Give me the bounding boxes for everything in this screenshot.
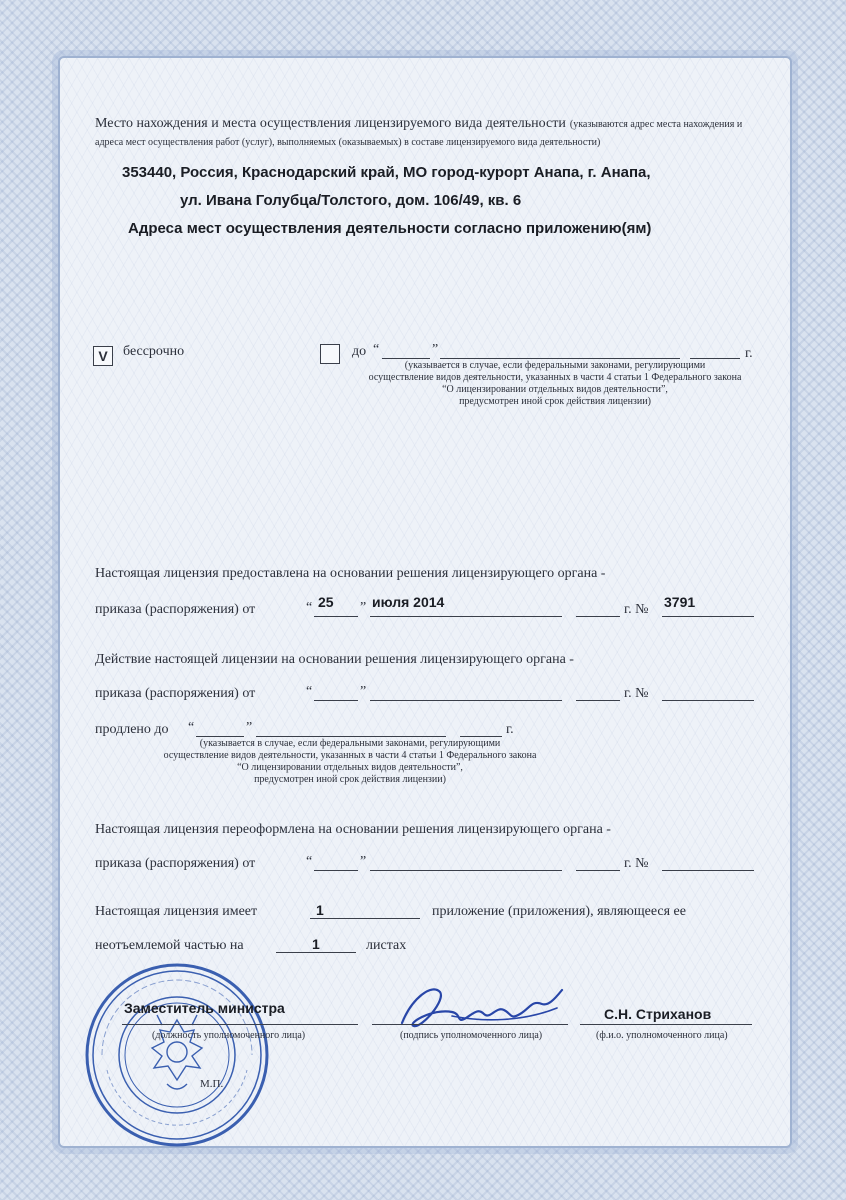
granted-year-suffix: г. № [624, 602, 649, 617]
address-line-2: ул. Ивана Голубца/Толстого, дом. 106/49, кв. 6 [180, 192, 522, 209]
extended-line: Действие настоящей лицензии на основании решения лицензирующего органа - [95, 652, 574, 667]
extended-year-suffix: г. № [624, 686, 649, 701]
signature-line [372, 1024, 568, 1025]
location-heading-main: Место нахождения и места осуществления лицензируемого вида деятельности [95, 116, 566, 131]
attachments-sheets: 1 [312, 936, 320, 952]
signature-caption: (подпись уполномоченного лица) [400, 1030, 543, 1041]
reissued-year-suffix: г. № [624, 856, 649, 871]
until-note-3: “О лицензировании отдельных видов деятельности”, [442, 384, 668, 395]
reissued-quote-open: “ [306, 854, 313, 869]
attachments-count-line [310, 918, 420, 919]
prolonged-note [130, 738, 570, 786]
granted-number: 3791 [664, 594, 696, 610]
prolonged-month-line[interactable] [256, 736, 446, 737]
prolonged-label: продлено до [95, 722, 169, 737]
perpetual-checkbox[interactable] [93, 346, 113, 366]
until-quote-close: ” [432, 342, 439, 357]
position-caption: (должность уполномоченного лица) [152, 1030, 306, 1041]
prolonged-day-line[interactable] [196, 736, 244, 737]
granted-quote-close: ” [360, 600, 367, 615]
address-line-1: 353440, Россия, Краснодарский край, МО город-курорт Анапа, г. Анапа, [122, 164, 651, 181]
extended-quote-close: ” [360, 684, 367, 699]
until-checkbox[interactable] [320, 344, 340, 364]
granted-year-line [576, 616, 620, 617]
granted-line: Настоящая лицензия предоставлена на основании решения лицензирующего органа - [95, 566, 606, 581]
name-caption: (ф.и.о. уполномоченного лица) [596, 1030, 728, 1041]
reissued-month-line[interactable] [370, 870, 562, 871]
signature-icon [392, 978, 567, 1038]
signatory-name: С.Н. Стриханов [604, 1006, 712, 1022]
until-note-4: предусмотрен иной срок действия лицензии) [459, 396, 651, 407]
reissued-quote-close: ” [360, 854, 367, 869]
attachments-count: 1 [316, 902, 324, 918]
position-line [122, 1024, 358, 1025]
granted-month-year: июля 2014 [372, 594, 445, 610]
attachments-sheets-line [276, 952, 356, 953]
until-note-1: (указывается в случае, если федеральными законами, регулирующими [404, 360, 706, 371]
granted-day-line [314, 616, 358, 617]
attachments-line2-suffix: листах [366, 938, 407, 953]
prolonged-quote-close: ” [246, 720, 253, 735]
until-note [340, 360, 770, 408]
granted-day: 25 [318, 594, 334, 610]
until-year-line[interactable] [690, 358, 740, 359]
reissued-number-line[interactable] [662, 870, 754, 871]
ministry-seal [82, 960, 272, 1150]
location-heading-note: (указываются адрес места нахождения и адреса мест осуществления работ (услуг), выполняемых (оказываемых) в составе лицензируемого вида деятельности) [95, 119, 743, 148]
extended-number-line[interactable] [662, 700, 754, 701]
check-mark: V [98, 348, 108, 364]
extended-month-line[interactable] [370, 700, 562, 701]
prolonged-year-line[interactable] [460, 736, 502, 737]
granted-number-line [662, 616, 754, 617]
until-note-2: осуществление видов деятельности, указанных в части 4 статьи 1 Федерального закона [368, 372, 742, 383]
reissued-line: Настоящая лицензия переоформлена на основании решения лицензирующего органа - [95, 822, 611, 837]
until-month-line[interactable] [440, 358, 680, 359]
until-year-suffix: г. [745, 346, 753, 361]
position-title: Заместитель министра [124, 1000, 285, 1016]
until-prefix: до [352, 344, 367, 359]
perpetual-label: бессрочно [123, 344, 185, 359]
extended-quote-open: “ [306, 684, 313, 699]
address-line-3: Адреса мест осуществления деятельности согласно приложению(ям) [128, 220, 652, 237]
granted-order-label: приказа (распоряжения) от [95, 602, 256, 617]
attachments-line2-prefix: неотъемлемой частью на [95, 938, 244, 953]
mp-label: М.П. [200, 1078, 224, 1090]
name-line [580, 1024, 752, 1025]
prolonged-note-2: осуществление видов деятельности, указанных в части 4 статьи 1 Федерального закона [163, 750, 537, 761]
extended-day-line[interactable] [314, 700, 358, 701]
handwritten-signature [392, 978, 567, 1038]
reissued-order-label: приказа (распоряжения) от [95, 856, 256, 871]
until-quote-open: “ [373, 342, 380, 357]
location-heading [95, 114, 763, 150]
extended-order-label: приказа (распоряжения) от [95, 686, 256, 701]
attachments-suffix: приложение (приложения), являющееся ее [432, 904, 686, 919]
reissued-year-line[interactable] [576, 870, 620, 871]
seal-icon [82, 960, 272, 1150]
prolonged-quote-open: “ [188, 720, 195, 735]
prolonged-note-1: (указывается в случае, если федеральными законами, регулирующими [199, 738, 501, 749]
prolonged-note-3: “О лицензировании отдельных видов деятельности”, [237, 762, 463, 773]
granted-month-line [370, 616, 562, 617]
reissued-day-line[interactable] [314, 870, 358, 871]
prolonged-note-4: предусмотрен иной срок действия лицензии) [254, 774, 446, 785]
attachments-prefix: Настоящая лицензия имеет [95, 904, 258, 919]
extended-year-line[interactable] [576, 700, 620, 701]
granted-quote-open: “ [306, 600, 313, 615]
until-day-line[interactable] [382, 358, 430, 359]
prolonged-suffix: г. [506, 722, 514, 737]
